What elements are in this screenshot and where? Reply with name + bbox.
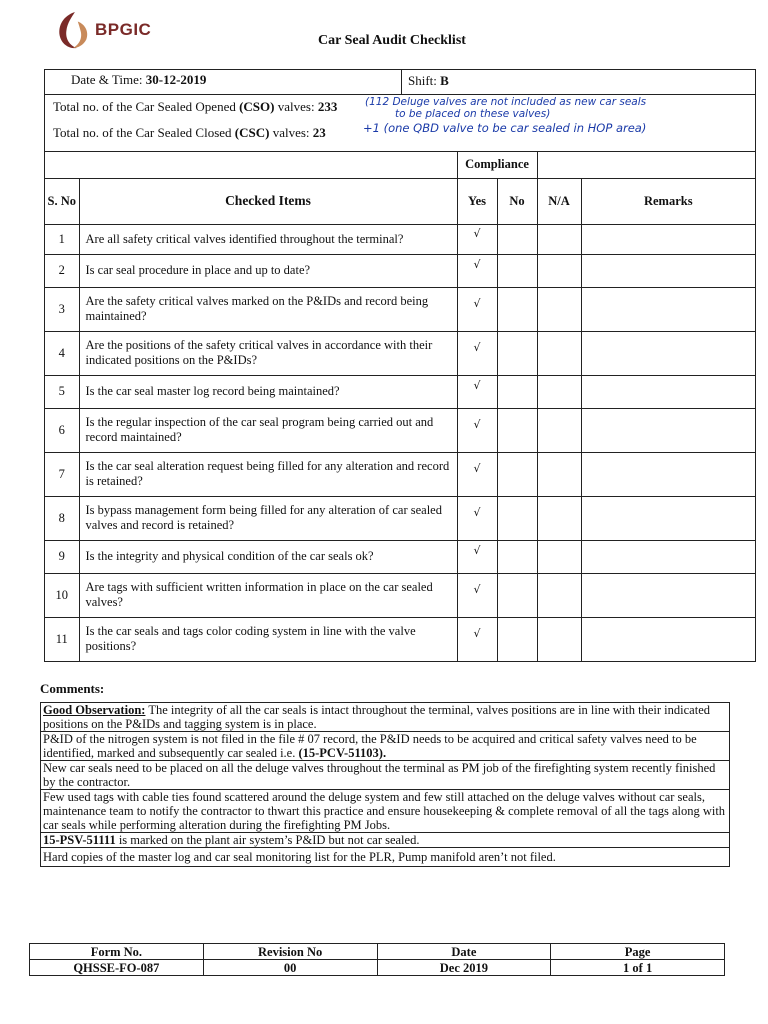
page-label: Page: [551, 944, 725, 960]
row-yes: [457, 617, 497, 661]
row-remarks: [581, 375, 755, 408]
row-na: [537, 331, 581, 375]
row-number: 11: [45, 617, 79, 661]
row-no: [497, 375, 537, 408]
date-label: Date: [377, 944, 551, 960]
row-remarks: [581, 617, 755, 661]
form-footer-table: [29, 943, 725, 976]
row-checked-item: Are tags with sufficient written information in place on the car sealed valves?: [79, 573, 457, 617]
row-no: [497, 496, 537, 540]
checklist-table: [45, 152, 755, 661]
row-yes: [457, 254, 497, 287]
comment-psv: 15-PSV-51111 is marked on the plant air system’s P&ID but not car sealed.: [41, 833, 729, 848]
checklist-sheet: [44, 69, 756, 662]
table-row: [45, 573, 755, 617]
check-mark-icon: √: [473, 461, 481, 475]
row-remarks: [581, 287, 755, 331]
check-mark-icon: √: [473, 582, 481, 596]
row-no: [497, 452, 537, 496]
row-no: [497, 254, 537, 287]
cso-value: 233: [317, 99, 338, 114]
row-yes: [457, 408, 497, 452]
row-checked-item: Is the car seal alteration request being filled for any alteration and record is retained?: [79, 452, 457, 496]
table-row: [45, 375, 755, 408]
document-title: Car Seal Audit Checklist: [318, 33, 466, 48]
check-mark-icon: √: [473, 258, 481, 271]
checklist-rows: [45, 224, 755, 661]
check-mark-icon: √: [473, 544, 481, 557]
shift-value: B: [440, 73, 449, 88]
row-checked-item: Is car seal procedure in place and up to date?: [79, 254, 457, 287]
check-mark-icon: √: [473, 626, 481, 640]
row-checked-item: Is the integrity and physical condition of the car seals ok?: [79, 540, 457, 573]
form-no: QHSSE-FO-087: [30, 960, 204, 976]
brand-name: BPGIC: [95, 20, 152, 39]
check-mark-icon: √: [473, 340, 481, 354]
table-row: [45, 540, 755, 573]
date-value: 30-12-2019: [145, 72, 207, 87]
comment-deluge-seals: New car seals need to be placed on all the deluge valves throughout the terminal as PM job of the firefighting system recently finished by the contractor.: [41, 761, 729, 790]
col-yes: Yes: [457, 178, 497, 224]
row-remarks: [581, 254, 755, 287]
row-checked-item: Are the positions of the safety critical valves in accordance with their indicated positions on the P&IDs?: [79, 331, 457, 375]
column-header-row: [45, 178, 755, 224]
revision-no: 00: [203, 960, 377, 976]
row-checked-item: Is bypass management form being filled for any alteration of car sealed valves and record is retained?: [79, 496, 457, 540]
cso-total: Total no. of the Car Sealed Opened (CSO) valves: 233: [53, 99, 338, 114]
row-no: [497, 408, 537, 452]
bpgic-logo-icon: [54, 10, 92, 50]
row-na: [537, 573, 581, 617]
comment-hard-copies: Hard copies of the master log and car seal monitoring list for the PLR, Pump manifold aren’t not filed.: [43, 850, 556, 864]
row-yes: [457, 452, 497, 496]
row-yes: [457, 224, 497, 254]
col-sno: S. No: [45, 178, 79, 224]
row-remarks: [581, 224, 755, 254]
cso-handwritten-note-2: to be placed on these valves): [395, 108, 551, 120]
row-na: [537, 287, 581, 331]
row-no: [497, 573, 537, 617]
row-na: [537, 452, 581, 496]
row-number: 8: [45, 496, 79, 540]
comment-used-tags: Few used tags with cable ties found scattered around the deluge system and few still attached on the deluge valves without car seals, maintenance team to notify the contractor to thwart this practice and ensure housekeeping & complete removal of all the tags along with car seals while performing alteration during the firefighting PM Jobs.: [41, 790, 729, 833]
table-row: [45, 452, 755, 496]
check-mark-icon: √: [473, 296, 481, 310]
table-row: [45, 254, 755, 287]
csc-total: Total no. of the Car Sealed Closed (CSC) valves: 23: [53, 125, 326, 140]
table-row: [45, 617, 755, 661]
row-number: 5: [45, 375, 79, 408]
row-checked-item: Is the car seals and tags color coding system in line with the valve positions?: [79, 617, 457, 661]
col-remarks: Remarks: [581, 178, 755, 224]
row-remarks: [581, 408, 755, 452]
csc-handwritten-note: +1 (one QBD valve to be car sealed in HOP area): [363, 121, 647, 135]
row-na: [537, 375, 581, 408]
compliance-header-row: [45, 152, 755, 178]
row-checked-item: Are the safety critical valves marked on the P&IDs and record being maintained?: [79, 287, 457, 331]
row-number: 9: [45, 540, 79, 573]
check-mark-icon: √: [473, 379, 481, 392]
date-time: Date & Time: 30-12-2019: [71, 72, 207, 87]
row-checked-item: Is the regular inspection of the car seal program being carried out and record maintained?: [79, 408, 457, 452]
revision-label: Revision No: [203, 944, 377, 960]
row-na: [537, 224, 581, 254]
check-mark-icon: √: [473, 417, 481, 431]
row-checked-item: Is the car seal master log record being maintained?: [79, 375, 457, 408]
check-mark-icon: √: [473, 226, 481, 240]
row-remarks: [581, 540, 755, 573]
row-yes: [457, 331, 497, 375]
valve-totals-row: [45, 95, 755, 152]
csc-value: 23: [312, 125, 326, 140]
row-yes: [457, 540, 497, 573]
row-number: 4: [45, 331, 79, 375]
comment-nitrogen-pid: P&ID of the nitrogen system is not filed in the file # 07 record, the P&ID needs to be acquired and critical safety valves need to be identified, marked and subsequently car sealed i.e. (15-PCV-51103).: [41, 732, 729, 761]
col-checked-items: Checked Items: [79, 178, 457, 224]
comments-heading: Comments:: [40, 681, 105, 696]
row-number: 2: [45, 254, 79, 287]
date-shift-row: [45, 70, 755, 95]
row-remarks: [581, 331, 755, 375]
row-remarks: [581, 452, 755, 496]
cso-handwritten-note: (112 Deluge valves are not included as new car seals: [365, 96, 647, 108]
row-yes: [457, 375, 497, 408]
row-yes: [457, 573, 497, 617]
row-no: [497, 617, 537, 661]
company-logo: [54, 10, 151, 50]
row-yes: [457, 287, 497, 331]
row-no: [497, 287, 537, 331]
table-row: [45, 331, 755, 375]
form-no-label: Form No.: [30, 944, 204, 960]
row-number: 7: [45, 452, 79, 496]
row-remarks: [581, 573, 755, 617]
table-row: [45, 287, 755, 331]
row-number: 3: [45, 287, 79, 331]
row-na: [537, 254, 581, 287]
table-row: [45, 496, 755, 540]
row-number: 10: [45, 573, 79, 617]
page-number: 1 of 1: [551, 960, 725, 976]
row-no: [497, 540, 537, 573]
row-number: 1: [45, 224, 79, 254]
row-no: [497, 331, 537, 375]
row-no: [497, 224, 537, 254]
check-mark-icon: √: [473, 505, 481, 519]
shift: Shift: B: [401, 70, 455, 94]
row-number: 6: [45, 408, 79, 452]
row-na: [537, 408, 581, 452]
compliance-header: Compliance: [457, 152, 537, 178]
row-na: [537, 496, 581, 540]
comments-box: [40, 702, 730, 867]
row-na: [537, 617, 581, 661]
row-checked-item: Are all safety critical valves identified throughout the terminal?: [79, 224, 457, 254]
table-row: [45, 224, 755, 254]
row-remarks: [581, 496, 755, 540]
table-row: [45, 408, 755, 452]
row-na: [537, 540, 581, 573]
form-date: Dec 2019: [377, 960, 551, 976]
comment-good-observation: Good Observation: The integrity of all the car seals is intact throughout the terminal, valves positions are in line with their indicated positions on the P&IDs and tagging system is in place.: [41, 703, 729, 732]
col-na: N/A: [537, 178, 581, 224]
col-no: No: [497, 178, 537, 224]
row-yes: [457, 496, 497, 540]
